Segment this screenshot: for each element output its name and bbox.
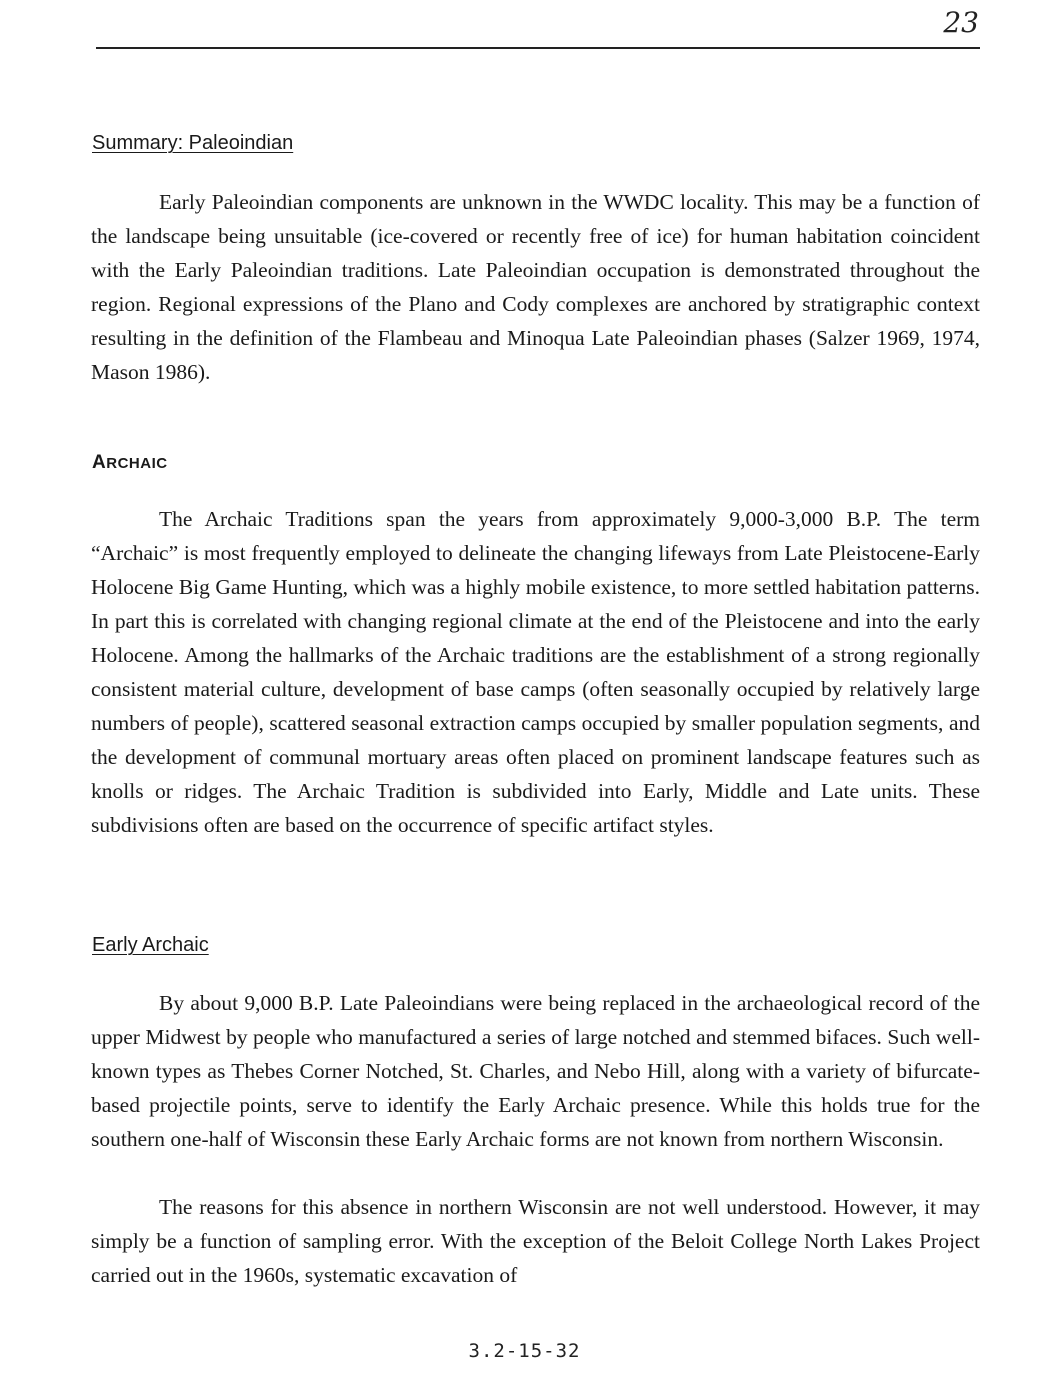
footer-document-code: 3.2-15-32 (468, 1340, 581, 1362)
page-number: 23 (943, 6, 979, 39)
heading-early-archaic: Early Archaic (92, 934, 209, 956)
header-rule (96, 47, 980, 49)
heading-summary-paleoindian: Summary: Paleoindian (92, 132, 294, 154)
paragraph-early-archaic-1: By about 9,000 B.P. Late Paleoindians were being replaced in the archaeological record of the upper Midwest by people who manufactured a series of large notched and stemmed bifaces. Such well-known types as Thebes Corner Notched, St. Charles, and Nebo Hill, along with a variety of bifurcate-based projectile points, serve to identify the Early Archaic presence. While this holds true for the southern one-half of Wisconsin these Early Archaic forms are not known from northern Wisconsin. (91, 991, 980, 1151)
heading-archaic-rest: RCHAIC (106, 455, 168, 472)
paragraph-early-archaic-2: The reasons for this absence in northern Wisconsin are not well understood. However, it may simply be a function of sampling error. With the exception of the Beloit College North Lakes Project carried out in the 1960s, systematic excavation of (91, 1195, 980, 1287)
paragraph-archaic: The Archaic Traditions span the years from approximately 9,000-3,000 B.P. The term “Archaic” is most frequently employed to delineate the changing lifeways from Late Pleistocene-Early Holocene Big Game Hunting, which was a highly mobile existence, to more settled habitation patterns. In part this is correlated with changing regional climate at the end of the Pleistocene and into the early Holocene. Among the hallmarks of the Archaic traditions are the establishment of a strong regionally consistent material culture, development of base camps (often seasonally occupied by relatively large numbers of people), scattered seasonal extraction camps occupied by smaller population segments, and the development of communal mortuary areas often placed on prominent landscape features such as knolls or ridges. The Archaic Tradition is subdivided into Early, Middle and Late units. These subdivisions often are based on the occurrence of specific artifact styles. (91, 507, 980, 837)
heading-archaic-initial: A (92, 452, 107, 473)
paragraph-paleoindian-summary: Early Paleoindian components are unknown in the WWDC locality. This may be a function of the landscape being unsuitable (ice-covered or recently free of ice) for human habitation coincident with the Early Paleoindian traditions. Late Paleoindian occupation is demonstrated throughout the region. Regional expressions of the Plano and Cody complexes are anchored by stratigraphic context resulting in the definition of the Flambeau and Minoqua Late Paleoindian phases (Salzer 1969, 1974, Mason 1986). (91, 190, 980, 384)
heading-archaic (92, 452, 168, 474)
